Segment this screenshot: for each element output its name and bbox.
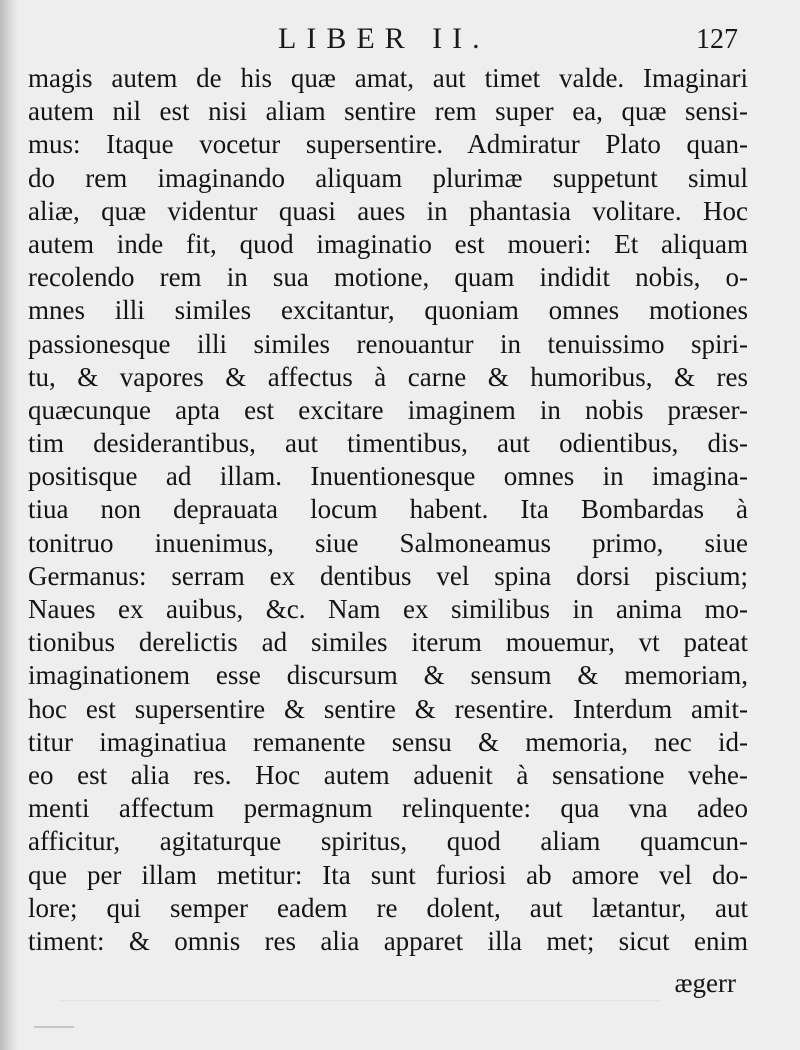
- ink-mark: [34, 1008, 74, 1028]
- gutter-shadow: [0, 0, 18, 1050]
- show-through-line: [60, 1000, 660, 1021]
- text-line: timent: & omnis res alia apparet illa met; sicut enim: [28, 925, 748, 956]
- running-head: LIBER II.: [278, 22, 490, 55]
- text-line: imaginationem esse discursum & sensum & memoriam,: [28, 660, 748, 691]
- text-line: tim desiderantibus, aut timentibus, aut odientibus, dis-: [28, 428, 748, 459]
- text-line: Naues ex auibus, &c. Nam ex similibus in anima mo-: [28, 594, 748, 624]
- text-line: que per illam metitur: Ita sunt furiosi ab amore vel do-: [28, 859, 748, 890]
- text-line: afficitur, agitaturque spiritus, quod aliam quamcun-: [28, 826, 748, 857]
- text-line: lore; qui semper eadem re dolent, aut lætantur, aut: [28, 892, 748, 923]
- text-line: mus: Itaque vocetur supersentire. Admiratur Plato quan-: [28, 129, 748, 160]
- page-number: 127: [696, 24, 738, 55]
- text-line: tu, & vapores & affectus à carne & humoribus, & res: [28, 361, 748, 392]
- text-line: magis autem de his quæ amat, aut timet valde. Imaginari: [28, 63, 748, 93]
- body-text: [28, 62, 748, 958]
- text-line: autem nil est nisi aliam sentire rem super ea, quæ sensi-: [28, 96, 748, 127]
- text-line: autem inde fit, quod imaginatio est moueri: Et aliquam: [28, 228, 748, 259]
- text-line: Germanus: serram ex dentibus vel spina dorsi piscium;: [28, 560, 748, 591]
- text-line: mnes illi similes excitantur, quoniam omnes motiones: [28, 295, 748, 326]
- text-line: tionibus derelictis ad similes iterum mouemur, vt pateat: [28, 627, 748, 658]
- catchword: ægerr: [674, 968, 736, 998]
- text-line: tonitruo inuenimus, siue Salmoneamus primo, siue: [28, 527, 748, 558]
- text-line: positisque ad illam. Inuentionesque omnes in imagina-: [28, 461, 748, 492]
- text-line: menti affectum permagnum relinquente: qua vna adeo: [28, 793, 748, 824]
- text-line: quæcunque apta est excitare imaginem in nobis præser-: [28, 394, 748, 425]
- text-line: titur imaginatiua remanente sensu & memoria, nec id-: [28, 726, 748, 757]
- text-line: passionesque illi similes renouantur in tenuissimo spiri-: [28, 328, 748, 359]
- page-header: [0, 22, 800, 62]
- text-line: tiua non deprauata locum habent. Ita Bombardas à: [28, 494, 748, 525]
- text-line: hoc est supersentire & sentire & resentire. Interdum amit-: [28, 693, 748, 724]
- text-line: do rem imaginando aliquam plurimæ suppetunt simul: [28, 162, 748, 193]
- text-line: aliæ, quæ videntur quasi aues in phantasia volitare. Hoc: [28, 195, 748, 226]
- text-line: eo est alia res. Hoc autem aduenit à sensatione vehe-: [28, 759, 748, 790]
- text-line: recolendo rem in sua motione, quam indidit nobis, o-: [28, 262, 748, 293]
